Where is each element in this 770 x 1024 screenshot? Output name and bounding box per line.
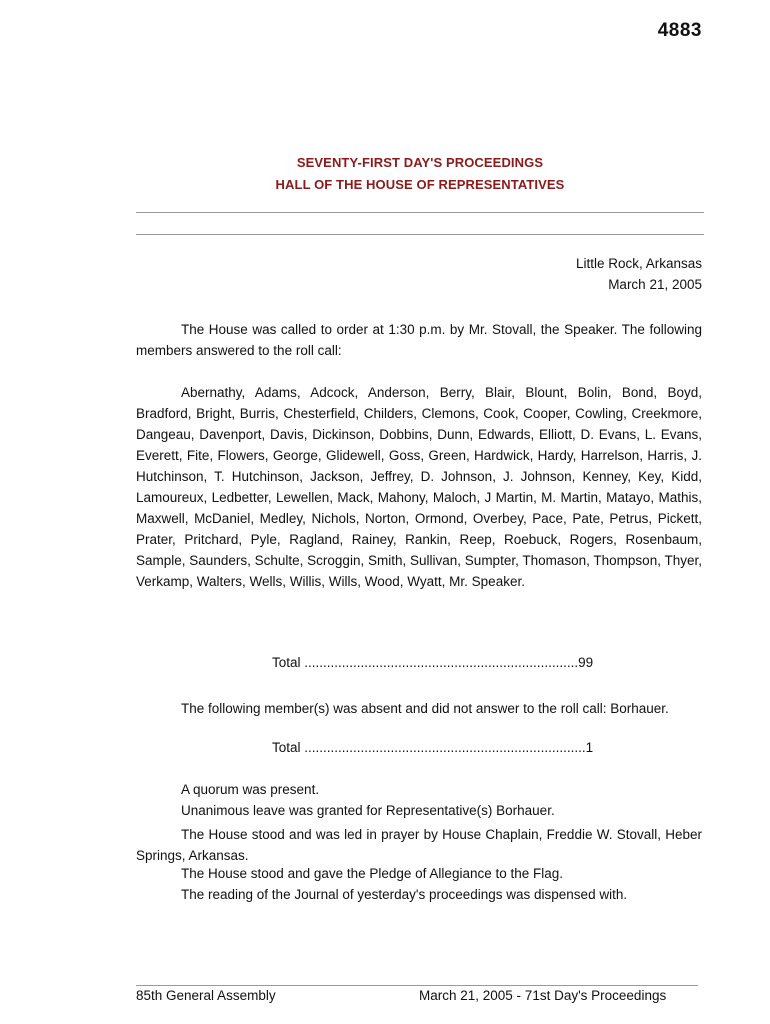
location-city: Little Rock, Arkansas xyxy=(575,256,702,271)
title-line-2: HALL OF THE HOUSE OF REPRESENTATIVES xyxy=(275,177,565,192)
leave-statement: Unanimous leave was granted for Representative(s) Borhauer. xyxy=(181,803,555,818)
total-present: Total .........................................................................99 xyxy=(272,655,594,670)
header-rule-1 xyxy=(136,212,704,213)
call-to-order-paragraph: The House was called to order at 1:30 p.m. by Mr. Stovall, the Speaker. The following members answered to the roll call: xyxy=(136,322,702,358)
roll-call-paragraph: Abernathy, Adams, Adcock, Anderson, Berry, Blair, Blount, Bolin, Bond, Boyd, Bradford, Bright, Burris, Chesterfield, Childers, Clemons, Cook, Cooper, Cowling, Creekmore, Dangeau, Davenport, Davis, Dickinson, Dobbins, Dunn, Edwards, Elliott, D. Evans, L. Evans, Everett, Fite, Flowers, George, Glidewell, Goss, Green, Hardwick, Hardy, Harrelson, Harris, J. Hutchinson, T. Hutchinson, Jackson, Jeffrey, D. Johnson, J. Johnson, Kenney, Key, Kidd, Lamoureux, Ledbetter, Lewellen, Mack, Mahony, Maloch, J Martin, M. Martin, Matayo, Mathis, Maxwell, McDaniel, Medley, Nichols, Norton, Ormond, Overbey, Pace, Pate, Petrus, Pickett, Prater, Pritchard, Pyle, Ragland, Rainey, Rankin, Reep, Roebuck, Rogers, Rosenbaum, Sample, Saunders, Schulte, Scroggin, Smith, Sullivan, Sumpter, Thomason, Thompson, Thyer, Verkamp, Walters, Wells, Willis, Wills, Wood, Wyatt, Mr. Speaker. xyxy=(136,385,702,589)
page-number: 4883 xyxy=(657,20,702,41)
footer-right: March 21, 2005 - 71st Day's Proceedings xyxy=(419,988,667,1003)
journal-statement: The reading of the Journal of yesterday's proceedings was dispensed with. xyxy=(181,887,628,902)
quorum-statement: A quorum was present. xyxy=(181,782,320,797)
footer-rule xyxy=(136,985,698,986)
pledge-statement: The House stood and gave the Pledge of Allegiance to the Flag. xyxy=(181,866,564,881)
header-rule-2 xyxy=(136,234,704,235)
footer-left: 85th General Assembly xyxy=(136,988,276,1003)
title-line-1: SEVENTY-FIRST DAY'S PROCEEDINGS xyxy=(296,155,544,170)
prayer-paragraph: The House stood and was led in prayer by House Chaplain, Freddie W. Stovall, Heber Springs, Arkansas. xyxy=(136,827,702,863)
total-absent: Total ...........................................................................1 xyxy=(272,740,594,755)
absent-paragraph: The following member(s) was absent and did not answer to the roll call: Borhauer. xyxy=(181,701,669,716)
location-date: March 21, 2005 xyxy=(608,277,702,292)
